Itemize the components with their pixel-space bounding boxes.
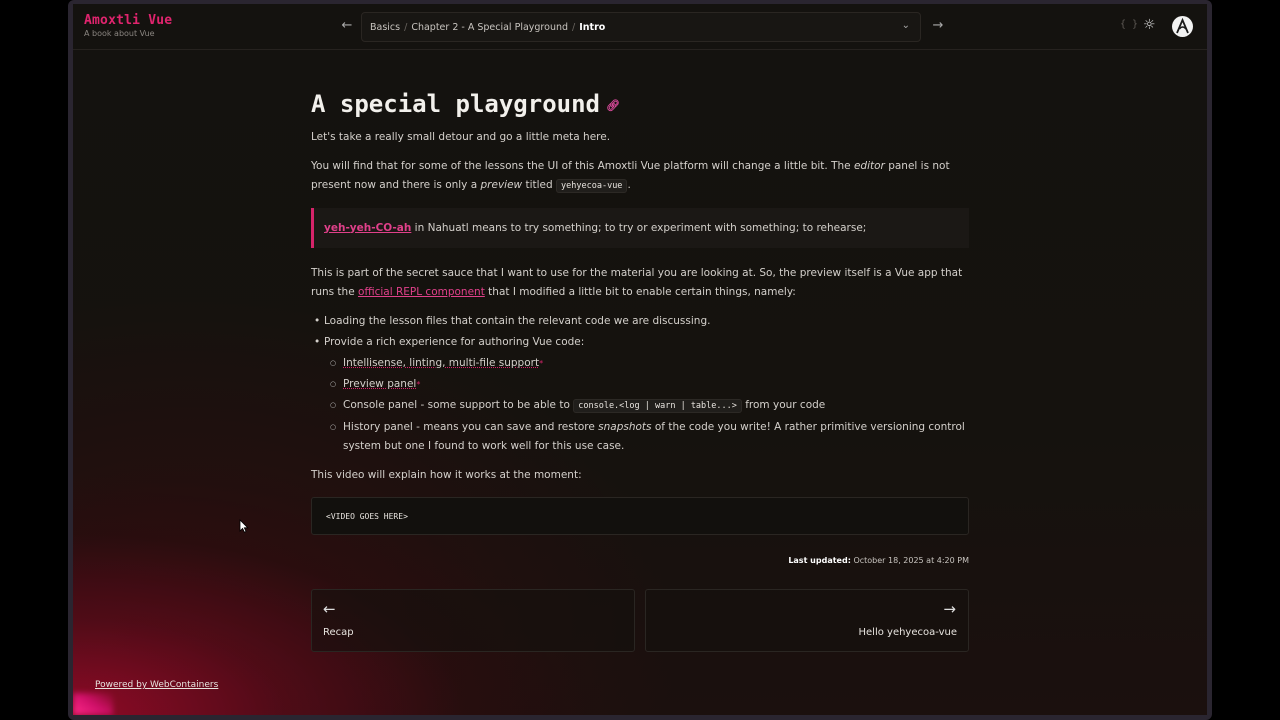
last-updated-value: October 18, 2025 at 4:20 PM xyxy=(850,556,969,565)
brand-subtitle: A book about Vue xyxy=(84,29,155,38)
sauce-paragraph xyxy=(311,264,969,302)
prev-page-link[interactable] xyxy=(311,589,635,652)
ui-paragraph xyxy=(311,157,969,196)
corner-glow xyxy=(73,693,113,715)
emphasis-snapshots: snapshots xyxy=(598,421,652,433)
inline-code: yehyecoa-vue xyxy=(556,179,627,193)
emphasis-editor: editor xyxy=(853,160,885,172)
inline-code: console.<log | warn | table...> xyxy=(573,399,742,413)
text: that I modified a little bit to enable certain things, namely: xyxy=(484,286,796,298)
text: . xyxy=(627,179,631,191)
list-item xyxy=(324,396,969,416)
braces-icon[interactable]: { } xyxy=(1120,19,1139,30)
brand[interactable] xyxy=(84,13,172,38)
sub-list xyxy=(324,354,969,456)
text: from your code xyxy=(741,399,826,411)
list-item xyxy=(324,354,969,373)
text: You will find that for some of the lessons the UI of this Amoxtli Vue platform will change a little bit. The xyxy=(311,160,854,172)
breadcrumb-current: Intro xyxy=(579,21,606,33)
arrow-right-icon: → xyxy=(943,600,956,618)
powered-by-link[interactable]: Powered by WebContainers xyxy=(95,680,219,690)
video-placeholder: <VIDEO GOES HERE> xyxy=(311,497,969,535)
breadcrumb-item-basics[interactable]: Basics xyxy=(370,21,401,33)
top-bar xyxy=(73,4,1207,50)
arrow-left-icon[interactable]: ← xyxy=(341,18,353,33)
next-page-link[interactable] xyxy=(645,589,969,652)
text: titled xyxy=(522,179,557,191)
chevron-down-icon[interactable]: ⌄ xyxy=(901,20,910,31)
footnote-marker: * xyxy=(416,380,421,389)
breadcrumb-item-chapter[interactable]: Chapter 2 - A Special Playground xyxy=(411,21,569,33)
list-item xyxy=(324,375,969,394)
logo-icon[interactable] xyxy=(1172,16,1193,37)
text: This is part of the secret sauce that I want to use for the material you are looking at. So, the preview itself is a Vue app that runs the xyxy=(311,267,963,298)
tooltip-term[interactable]: Preview panel xyxy=(343,378,417,390)
text: panel is not present now and there is only a xyxy=(311,160,950,191)
intro-paragraph: Let's take a really small detour and go a little meta here. xyxy=(311,131,611,143)
video-intro: This video will explain how it works at the moment: xyxy=(311,469,582,481)
link-icon[interactable]: 🔗︎ xyxy=(605,99,620,112)
text: History panel - means you can save and restore xyxy=(343,421,599,433)
repl-component-link[interactable]: official REPL component xyxy=(358,286,485,298)
last-updated-label: Last updated: xyxy=(788,556,851,565)
text: of the code you write! A rather primitive versioning control system but one I found to work well for this use case. xyxy=(343,421,965,452)
mouse-cursor-icon xyxy=(239,519,249,533)
app-window xyxy=(73,4,1207,715)
sun-icon[interactable]: ☼ xyxy=(1143,17,1156,33)
lesson-content xyxy=(311,84,969,535)
page-title xyxy=(311,84,969,124)
list-item-text: Provide a rich experience for authoring Vue code: xyxy=(324,336,585,348)
next-page-label: Hello yehyecoa-vue xyxy=(858,627,957,638)
footnote-marker: * xyxy=(539,359,544,368)
blockquote xyxy=(311,208,969,248)
arrow-right-icon[interactable]: → xyxy=(932,18,944,33)
text: Console panel - some support to be able to xyxy=(343,399,574,411)
list-item: • Loading the lesson files that contain the relevant code we are discussing. xyxy=(311,312,969,331)
last-updated xyxy=(311,556,969,565)
brand-title[interactable]: Amoxtli Vue xyxy=(84,13,173,28)
breadcrumb-separator: / xyxy=(572,21,576,33)
emphasis-preview: preview xyxy=(480,179,523,191)
tooltip-term[interactable]: Intellisense, linting, multi-file support xyxy=(343,357,540,369)
pronunciation-link[interactable]: yeh-yeh-CO-ah xyxy=(324,221,412,234)
prev-page-label: Recap xyxy=(323,627,354,638)
quote-text: in Nahuatl means to try something; to try or experiment with something; to rehearse; xyxy=(411,221,867,234)
breadcrumb-separator: / xyxy=(404,21,408,33)
list-item xyxy=(324,418,969,456)
page-title-text: A special playground xyxy=(311,90,600,118)
arrow-left-icon: ← xyxy=(323,600,336,618)
feature-list xyxy=(311,312,969,456)
breadcrumb[interactable] xyxy=(361,12,921,42)
list-item xyxy=(311,333,969,456)
